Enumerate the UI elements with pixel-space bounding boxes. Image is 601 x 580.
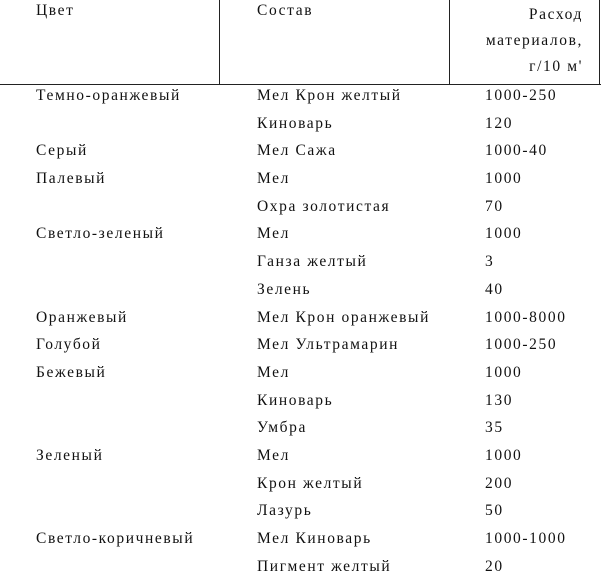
- column-header-consumption-line: материалов,: [485, 32, 583, 49]
- table-row: [0, 387, 601, 415]
- table-row: [0, 304, 601, 332]
- cell-consumption: 120: [485, 114, 514, 132]
- table-row: [0, 110, 601, 138]
- cell-composition: Зелень: [257, 280, 312, 298]
- cell-consumption: 1000: [485, 170, 523, 188]
- table-row: [0, 165, 601, 193]
- cell-composition: Киноварь: [257, 391, 334, 409]
- column-header-consumption-line: г/10 м': [529, 58, 583, 75]
- cell-color: Серый: [36, 142, 88, 160]
- cell-consumption: 1000: [485, 446, 523, 464]
- table-row: [0, 442, 601, 470]
- cell-composition: Мел: [257, 225, 290, 243]
- cell-consumption: 40: [485, 280, 504, 298]
- column-header-composition: Состав: [257, 2, 314, 19]
- table-row: [0, 331, 601, 359]
- cell-consumption: 200: [485, 474, 514, 492]
- cell-composition: Умбра: [257, 419, 307, 437]
- cell-color: Оранжевый: [36, 308, 128, 326]
- table-row: [0, 82, 601, 110]
- cell-composition: Мел: [257, 446, 290, 464]
- header-divider: [599, 0, 600, 84]
- cell-consumption: 35: [485, 419, 504, 437]
- cell-consumption: 20: [485, 557, 504, 575]
- table-body: [0, 82, 601, 580]
- column-header-consumption-line: Расход: [528, 6, 583, 23]
- cell-composition: Мел: [257, 170, 290, 188]
- cell-composition: Лазурь: [257, 502, 313, 520]
- cell-consumption: 1000-8000: [485, 308, 567, 326]
- cell-composition: Пигмент желтый: [257, 557, 392, 575]
- cell-consumption: 1000: [485, 225, 523, 243]
- cell-consumption: 3: [485, 253, 495, 271]
- table-row: [0, 193, 601, 221]
- cell-composition: Мел Крон желтый: [257, 87, 402, 104]
- column-header-consumption: [486, 2, 583, 80]
- table-row: [0, 553, 601, 580]
- table-row: [0, 220, 601, 248]
- cell-composition: Мел Сажа: [257, 142, 337, 160]
- cell-consumption: 1000-40: [485, 142, 548, 160]
- table-row: [0, 248, 601, 276]
- cell-consumption: 1000-1000: [485, 530, 567, 547]
- cell-consumption: 50: [485, 502, 504, 520]
- cell-composition: Мел Ультрамарин: [257, 336, 400, 354]
- cell-color: Зеленый: [36, 446, 104, 464]
- cell-color: Темно-оранжевый: [36, 87, 181, 104]
- table-row: [0, 414, 601, 442]
- cell-composition: Ганза желтый: [257, 253, 368, 271]
- cell-consumption: 1000: [485, 363, 523, 381]
- cell-composition: Киноварь: [257, 114, 334, 132]
- cell-composition: Мел: [257, 363, 290, 381]
- table-row: [0, 497, 601, 525]
- cell-color: Бежевый: [36, 363, 107, 381]
- header-divider: [219, 0, 220, 84]
- cell-composition: Мел Киноварь: [257, 530, 372, 547]
- header-divider: [449, 0, 450, 84]
- table-row: [0, 359, 601, 387]
- cell-consumption: 1000-250: [485, 336, 558, 354]
- cell-consumption: 1000-250: [485, 87, 558, 104]
- cell-color: Палевый: [36, 170, 107, 188]
- cell-composition: Охра золотистая: [257, 197, 391, 215]
- cell-color: Светло-коричневый: [36, 530, 195, 547]
- cell-composition: Мел Крон оранжевый: [257, 308, 430, 326]
- table-row: [0, 470, 601, 498]
- cell-color: Голубой: [36, 336, 102, 354]
- table-header: [0, 0, 601, 85]
- table-row: [0, 276, 601, 304]
- column-header-color: Цвет: [36, 2, 75, 19]
- cell-color: Светло-зеленый: [36, 225, 165, 243]
- cell-composition: Крон желтый: [257, 474, 364, 492]
- table-row: [0, 137, 601, 165]
- cell-consumption: 70: [485, 197, 504, 215]
- cell-consumption: 130: [485, 391, 514, 409]
- table-row: [0, 525, 601, 553]
